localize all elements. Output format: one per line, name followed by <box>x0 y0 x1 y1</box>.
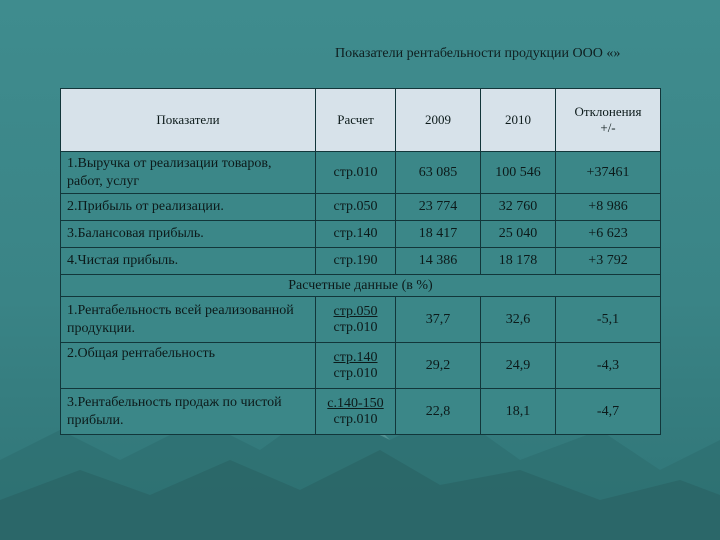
row-2009: 63 085 <box>396 152 481 194</box>
row-name: 2.Прибыль от реализации. <box>61 194 316 221</box>
table-row <box>61 343 661 389</box>
row-deviation: +3 792 <box>556 248 661 275</box>
row-deviation: +37461 <box>556 152 661 194</box>
row-deviation: +6 623 <box>556 221 661 248</box>
row-deviation: -4,3 <box>556 343 661 389</box>
header-deviation <box>556 89 661 152</box>
row-name: 3.Балансовая прибыль. <box>61 221 316 248</box>
row-2009: 29,2 <box>396 343 481 389</box>
row-2009: 22,8 <box>396 389 481 435</box>
row-name: 1.Выручка от реализации товаров, работ, услуг <box>61 152 316 194</box>
row-calc <box>316 343 396 389</box>
profitability-table <box>60 88 661 435</box>
header-indicators: Показатели <box>61 89 316 152</box>
row-calc: стр.050 <box>316 194 396 221</box>
row-deviation: +8 986 <box>556 194 661 221</box>
table-row <box>61 389 661 435</box>
slide-title: Показатели рентабельности продукции ООО «» <box>335 46 621 61</box>
row-2010: 25 040 <box>481 221 556 248</box>
table-row <box>61 221 661 248</box>
row-2009: 18 417 <box>396 221 481 248</box>
header-2009: 2009 <box>396 89 481 152</box>
header-calc: Расчет <box>316 89 396 152</box>
row-2009: 23 774 <box>396 194 481 221</box>
row-name: 4.Чистая прибыль. <box>61 248 316 275</box>
calc-denominator: стр.010 <box>333 411 378 427</box>
row-2010: 24,9 <box>481 343 556 389</box>
subheader: Расчетные данные (в %) <box>61 275 661 297</box>
row-deviation: -4,7 <box>556 389 661 435</box>
row-calc: стр.140 <box>316 221 396 248</box>
calc-numerator: стр.140 <box>333 349 378 365</box>
table-row <box>61 248 661 275</box>
row-name: 3.Рентабельность продаж по чистой прибыли. <box>61 389 316 435</box>
row-name: 2.Общая рентабельность <box>61 343 316 389</box>
row-deviation: -5,1 <box>556 297 661 343</box>
calc-denominator: стр.010 <box>333 365 378 381</box>
header-2010: 2010 <box>481 89 556 152</box>
row-2010: 100 546 <box>481 152 556 194</box>
table-header-row <box>61 89 661 152</box>
calc-denominator: стр.010 <box>333 319 378 335</box>
calc-numerator: стр.050 <box>333 303 378 319</box>
row-2010: 18 178 <box>481 248 556 275</box>
row-name: 1.Рентабельность всей реализованной продукции. <box>61 297 316 343</box>
row-calc: стр.190 <box>316 248 396 275</box>
row-2010: 32 760 <box>481 194 556 221</box>
row-2010: 18,1 <box>481 389 556 435</box>
row-calc: стр.010 <box>316 152 396 194</box>
row-calc <box>316 389 396 435</box>
row-2009: 14 386 <box>396 248 481 275</box>
row-2010: 32,6 <box>481 297 556 343</box>
subheader-row <box>61 275 661 297</box>
header-deviation-text: Отклонения +/- <box>574 104 642 135</box>
row-calc <box>316 297 396 343</box>
table-row <box>61 194 661 221</box>
table-row <box>61 297 661 343</box>
table-row <box>61 152 661 194</box>
calc-numerator: с.140-150 <box>327 395 384 411</box>
row-2009: 37,7 <box>396 297 481 343</box>
